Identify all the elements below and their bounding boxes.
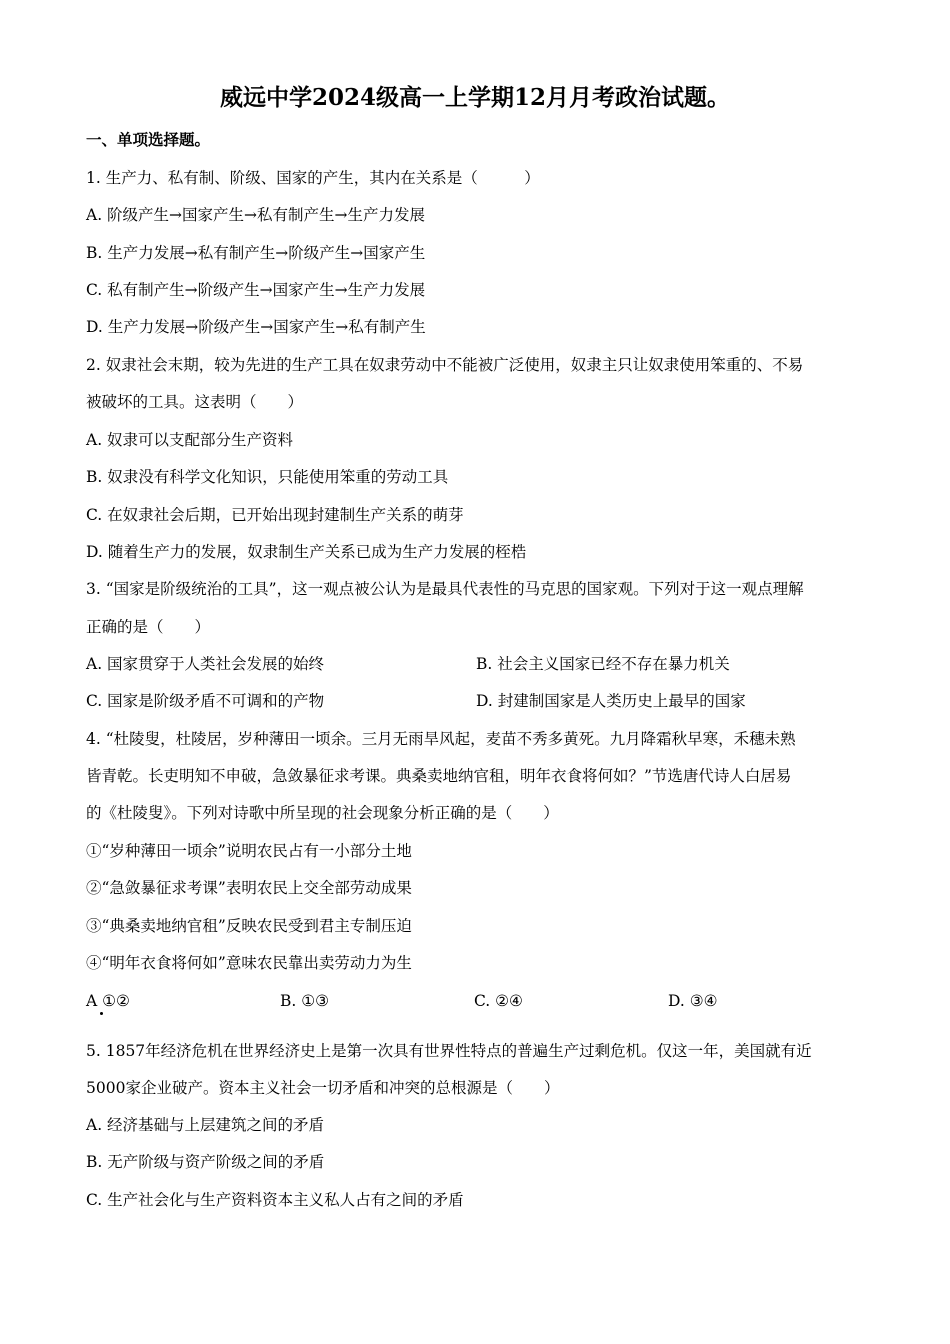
question-2-option-d: D. 随着生产力的发展，奴隶制生产关系已成为生产力发展的桎梏 <box>86 543 527 561</box>
question-4-item-2: ②“急敛暴征求考课”表明农民上交全部劳动成果 <box>86 879 412 897</box>
question-3-option-b: B. 社会主义国家已经不存在暴力机关 <box>476 655 730 673</box>
question-4-item-3: ③“典桑卖地纳官租”反映农民受到君主专制压迫 <box>86 917 412 935</box>
question-3-stem-line-2: 正确的是（ ） <box>86 618 211 636</box>
question-4-stem-line-3: 的《杜陵叟》。下列对诗歌中所呈现的社会现象分析正确的是（ ） <box>86 804 559 822</box>
question-4-option-d: D. ③④ <box>668 992 718 1010</box>
question-5-option-b: B. 无产阶级与资产阶级之间的矛盾 <box>86 1153 325 1171</box>
question-2-stem-line-2: 被破坏的工具。这表明（ ） <box>86 393 304 411</box>
question-3-stem-line-1: 3. “国家是阶级统治的工具”，这一观点被公认为是最具代表性的马克思的国家观。下列对于这一观点理解 <box>86 580 804 598</box>
question-4-stem-line-2: 皆青乾。长吏明知不申破，急敛暴征求考课。典桑卖地纳官租，明年衣食将何如？”节选唐代诗人白居易 <box>86 767 792 785</box>
question-2-option-a: A. 奴隶可以支配部分生产资料 <box>86 431 294 449</box>
question-1-stem: 1. 生产力、私有制、阶级、国家的产生，其内在关系是（ ） <box>86 169 540 187</box>
question-5-stem-line-2: 5000家企业破产。资本主义社会一切矛盾和冲突的总根源是（ ） <box>86 1079 560 1097</box>
question-2-option-c: C. 在奴隶社会后期，已开始出现封建制生产关系的萌芽 <box>86 506 464 524</box>
question-4-item-4: ④“明年衣食将何如”意味农民靠出卖劳动力为生 <box>86 954 412 972</box>
question-4-stem-line-1: 4. “杜陵叟，杜陵居，岁种薄田一顷余。三月无雨旱风起，麦苗不秀多黄死。九月降霜秋早寒，禾穗未熟 <box>86 730 796 748</box>
question-3-option-d: D. 封建制国家是人类历史上最早的国家 <box>476 692 746 710</box>
exam-title: 威远中学2024级高一上学期12月月考政治试题。 <box>219 84 731 111</box>
question-5-option-a: A. 经济基础与上层建筑之间的矛盾 <box>86 1116 325 1134</box>
question-2-stem-line-1: 2. 奴隶社会末期，较为先进的生产工具在奴隶劳动中不能被广泛使用，奴隶主只让奴隶使用笨重的、不易 <box>86 356 804 374</box>
question-5-stem-line-1: 5. 1857年经济危机在世界经济史上是第一次具有世界性特点的普遍生产过剩危机。仅这一年，美国就有近 <box>86 1042 812 1060</box>
question-4-option-c: C. ②④ <box>474 992 523 1010</box>
stray-dot-mark <box>100 1012 103 1015</box>
question-3-option-a: A. 国家贯穿于人类社会发展的始终 <box>86 655 325 673</box>
question-1-option-a: A. 阶级产生→国家产生→私有制产生→生产力发展 <box>86 206 426 224</box>
question-1-option-d: D. 生产力发展→阶级产生→国家产生→私有制产生 <box>86 318 426 336</box>
question-3-option-c: C. 国家是阶级矛盾不可调和的产物 <box>86 692 325 710</box>
question-4-option-a: A ①② <box>86 992 130 1010</box>
question-5-option-c: C. 生产社会化与生产资料资本主义私人占有之间的矛盾 <box>86 1191 464 1209</box>
question-4-option-b: B. ①③ <box>280 992 330 1010</box>
question-1-option-b: B. 生产力发展→私有制产生→阶级产生→国家产生 <box>86 244 426 262</box>
question-4-item-1: ①“岁种薄田一顷余”说明农民占有一小部分土地 <box>86 842 412 860</box>
section-heading: 一、单项选择题。 <box>86 130 211 149</box>
question-1-option-c: C. 私有制产生→阶级产生→国家产生→生产力发展 <box>86 281 426 299</box>
question-2-option-b: B. 奴隶没有科学文化知识，只能使用笨重的劳动工具 <box>86 468 449 486</box>
